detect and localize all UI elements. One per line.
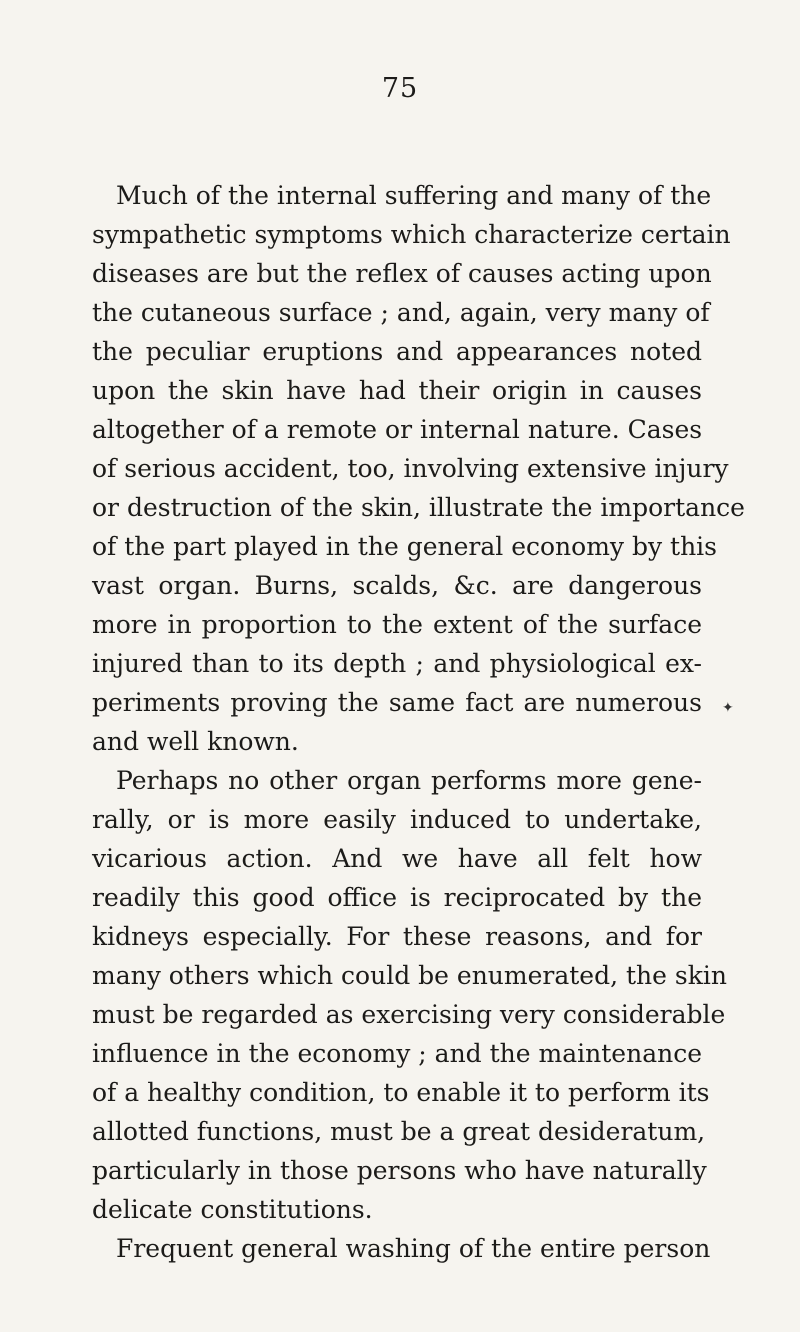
text-line: readily this good office is reciprocated by the [92,883,702,912]
text-line: diseases are but the reflex of causes acting upon [92,259,712,288]
text-line: allotted functions, must be a great desideratum, [92,1117,706,1146]
text-line: more in proportion to the extent of the surface [92,610,702,639]
text-line: vast organ. Burns, scalds, &c. are dangerous [92,571,702,600]
text-line: vicarious action. And we have all felt how [92,844,702,873]
text-line: rally, or is more easily induced to undertake, [92,805,702,834]
text-line: sympathetic symptoms which characterize certain [92,220,731,249]
text-line: of the part played in the general economy by this [92,532,718,561]
text-line: delicate constitutions. [92,1195,373,1224]
text-line: particularly in those persons who have naturally [92,1156,707,1185]
text-line: influence in the economy ; and the maintenance [92,1039,702,1068]
page-number: 75 [381,73,419,104]
text-line: upon the skin have had their origin in causes [92,376,702,405]
body-text [92,176,745,1268]
text-line: injured than to its depth ; and physiological ex- [92,649,702,678]
text-line: Much of the internal suffering and many of the [116,181,712,210]
text-line: or destruction of the skin, illustrate the importance [92,493,745,522]
text-line: Perhaps no other organ performs more gene- [116,766,702,795]
text-line: must be regarded as exercising very considerable [92,1000,726,1029]
text-line: altogether of a remote or internal nature. Cases [92,415,703,444]
text-line: kidneys especially. For these reasons, and for [92,922,702,951]
text-line: periments proving the same fact are numerous [92,688,702,717]
text-line: many others which could be enumerated, the skin [92,961,727,990]
text-line: of a healthy condition, to enable it to perform its [92,1078,710,1107]
margin-mark-icon: ✦ [722,700,734,716]
text-line: the cutaneous surface ; and, again, very many of [92,298,710,327]
text-line: and well known. [92,727,299,756]
text-line: the peculiar eruptions and appearances noted [92,337,702,366]
text-line: Frequent general washing of the entire person [116,1234,711,1263]
text-line: of serious accident, too, involving extensive injury [92,454,729,483]
